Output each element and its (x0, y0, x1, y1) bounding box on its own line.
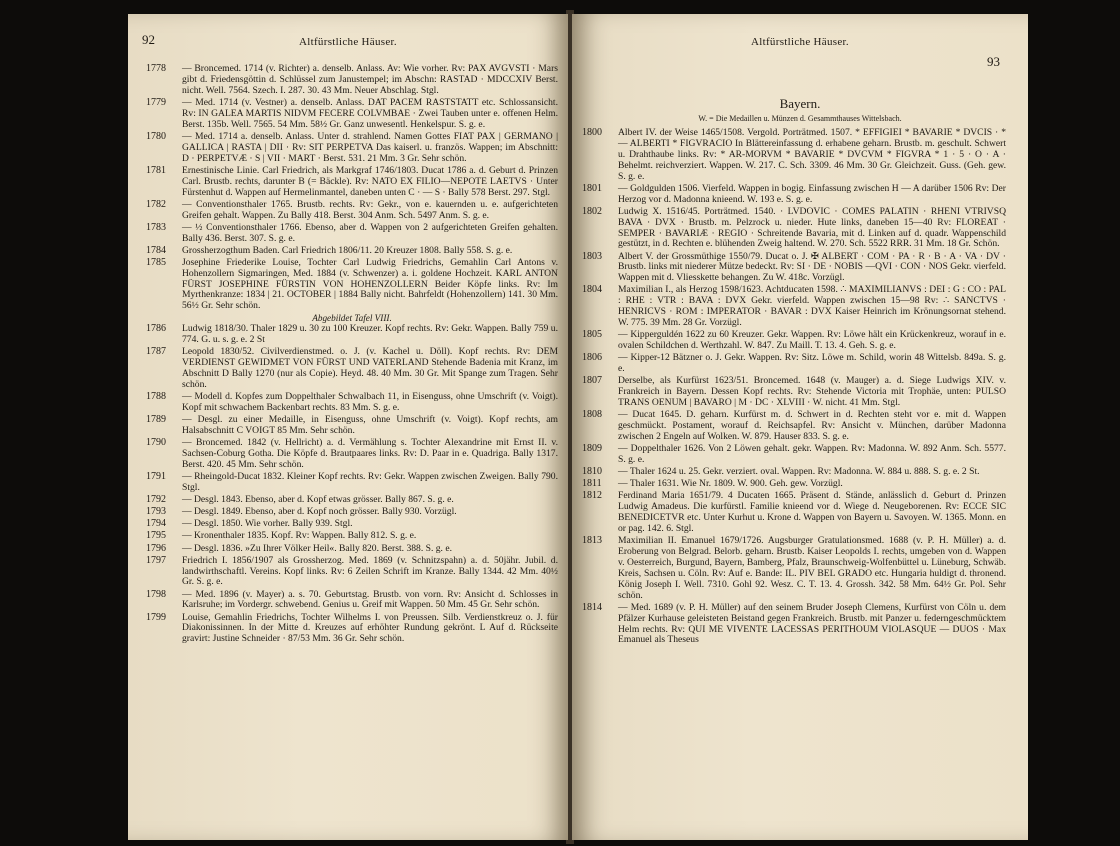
catalog-entry (582, 410, 1006, 443)
catalog-entry (582, 491, 1006, 535)
catalog-entry (146, 556, 558, 589)
catalog-entry (146, 544, 558, 555)
catalog-entry (582, 330, 1006, 352)
entry-text: — Kipper-12 Bätzner o. J. Gekr. Wappen. Rv: Sitz. Löwe m. Schild, worin 48 Wittelsb. 849a. S. g. e. (618, 352, 1006, 375)
entry-number: 1781 (146, 164, 166, 176)
entry-number: 1784 (146, 244, 166, 256)
catalog-entry (582, 479, 1006, 490)
entry-number: 1804 (582, 284, 602, 296)
entry-text: Albert V. der Grossmüthige 1550/79. Ducat o. J. ✠ ALBERT · COM · PA · R · B · A · VA · DV · Brustb. links mit niederer Mütze bedeckt. Rv: SI · DE · NOBIS —QVI · CON · NOS Gekr. vierfeld. Wappen mit d. Vliesskette behangen. Zu W. 418c. Vorzügl. (618, 250, 1006, 284)
entry-number: 1787 (146, 346, 166, 358)
entry-number: 1786 (146, 323, 166, 335)
entry-number: 1792 (146, 494, 166, 506)
entry-number: 1811 (582, 478, 602, 490)
entry-number: 1803 (582, 250, 602, 262)
entry-text: — Desgl. zu einer Medaille, in Eisenguss, ohne Umschrift (v. Voigt). Kopf rechts, am Halsabschnitt C VOIGT 85 Mm. Sehr schön. (182, 414, 558, 437)
entry-number: 1788 (146, 391, 166, 403)
catalog-entry (582, 603, 1006, 647)
catalog-entry (146, 347, 558, 391)
catalog-entry (146, 200, 558, 222)
entry-number: 1799 (146, 611, 166, 623)
entry-number: 1779 (146, 96, 166, 108)
section-title: Bayern. (779, 96, 821, 111)
catalog-entry (146, 132, 558, 165)
catalog-entry (582, 184, 1006, 206)
catalog-entry (146, 613, 558, 646)
entry-number: 1797 (146, 554, 166, 566)
catalog-entry (582, 128, 1006, 183)
entry-number: 1796 (146, 542, 166, 554)
entry-number: 1809 (582, 443, 602, 455)
catalog-entry (146, 64, 558, 97)
entry-text: — Doppelthaler 1626. Von 2 Löwen gehalt. gekr. Wappen. Rv: Madonna. W. 892 Anm. Sch. 5577. S. g. e. (618, 443, 1006, 465)
page-number: 92 (142, 32, 155, 47)
entry-text: Louise, Gemahlin Friedrichs, Tochter Wilhelms I. von Preussen. Silb. Verdienstkreuz o. J. für Diakonissinnen. In der Mitte d. Kreuzes auf erhöhter Rundung gekrönt. L Auf d. Rückseite gravirt: Justine Schneider · 87/53 Mm. 36 Gr. Sehr schön. (182, 611, 558, 645)
entry-text: — Broncemed. 1714 (v. Richter) a. denselb. Anlass. Av: Wie vorher. Rv: PAX AVGVSTI · Mars gibt d. Friedensgöttin d. Schlüssel zum Janustempel; im Abschn: RASTAD · MDCCXIV Berst. nicht. Well. 7564. Szech. I. 287. 30. 43 Mm. Neuer Abschlag. Stgl. (182, 63, 558, 96)
catalog-entry (146, 166, 558, 199)
entry-number: 1791 (146, 471, 166, 483)
page-number: 93 (987, 54, 1000, 69)
entry-number: 1783 (146, 221, 166, 233)
entry-number: 1794 (146, 518, 166, 530)
entry-number: 1813 (582, 535, 602, 547)
entry-text: Josephine Friederike Louise, Tochter Carl Ludwig Friedrichs, Gemahlin Carl Antons v. Hohenzollern Sigmaringen, Med. 1884 (v. Schwenzer) a. i. goldene Hochzeit. KARL ANTON FÜRST JOSEPHINE FÜRSTIN VON HOHENZOLLERN Beider Köpfe links. Rv: Im Myrthenkranze: 1834 | 21. OCTOBER | 1884 Bally nicht. Bahrfeldt (Hohenzollern) 141. 30 Mm. 56½ Gr. Sehr schön. (182, 256, 558, 312)
right-page (572, 14, 1028, 840)
entry-number: 1798 (146, 588, 166, 600)
entry-text: — Kronenthaler 1835. Kopf. Rv: Wappen. Bally 812. S. g. e. (182, 530, 417, 542)
section-subtitle: W. = Die Medaillen u. Münzen d. Gesammthauses Wittelsbach. (698, 114, 902, 123)
entry-number: 1793 (146, 506, 166, 518)
catalog-entry (146, 472, 558, 494)
entry-number: 1782 (146, 198, 166, 210)
catalog-entry (146, 246, 558, 257)
entry-number: 1789 (146, 414, 166, 426)
entry-text: — Desgl. 1849. Ebenso, aber d. Kopf noch grösser. Bally 930. Vorzügl. (182, 506, 457, 518)
entry-text: Maximilian I., als Herzog 1598/1623. Achtducaten 1598. ∴ MAXIMILIANVS : DEI : G : CO : PAL : RHE : VTR : BAVA : DVX Gekr. vierfeld. Wappen zwischen 15—98 Rv: ∴ SANCTVS · HENRICVS · ROM : IMPERATOR · BAVAR : DVX Kaiser Heinrich im Krönungsornat stehend. W. 775. 39 Mm. 28 Gr. Vorzügl. (618, 284, 1006, 329)
entry-number: 1812 (582, 490, 602, 502)
entry-number: 1785 (146, 256, 166, 268)
entry-number: 1805 (582, 329, 602, 341)
catalog-entry (146, 531, 558, 542)
entry-text: — Broncemed. 1842 (v. Hellricht) a. d. Vermählung s. Tochter Alexandrine mit Ernst II. v. Sachsen-Coburg Gotha. Die Köpfe d. Brautpaares links. Rv: D. Paar in e. Quadriga. Bally 1317. Berst. 420. 45 Mm. Sehr schön. (182, 437, 558, 471)
entry-text: Grossherzogthum Baden. Carl Friedrich 1806/11. 20 Kreuzer 1808. Bally 558. S. g. e. (182, 244, 513, 256)
entry-text: — Modell d. Kopfes zum Doppelthaler Schwalbach 11, in Eisenguss, ohne Umschrift (v. Voigt). Kopf mit schwachem Backenbart rechts. 83 Mm. S. g. e. (182, 391, 558, 414)
catalog-entry (146, 507, 558, 518)
entry-text: — Thaler 1624 u. 25. Gekr. verziert. oval. Wappen. Rv: Madonna. W. 884 u. 888. S. g. e. 2 St. (618, 466, 980, 478)
catalog-entry (146, 519, 558, 530)
catalog-entry (582, 285, 1006, 329)
catalog-entry (146, 495, 558, 506)
catalog-entry (582, 252, 1006, 285)
entry-text: Ludwig 1818/30. Thaler 1829 u. 30 zu 100 Kreuzer. Kopf rechts. Rv: Gekr. Wappen. Bally 759 u. 774. G. u. s. g. e. 2 St (182, 323, 558, 346)
entry-text: — Kipperguldén 1622 zu 60 Kreuzer. Gekr. Wappen. Rv: Löwe hält ein Krückenkreuz, worauf in e. ovalen Schildchen d. Werthzahl. W. 847. Zu Maill. T. 13. 4. Geh. S. g. e. (618, 329, 1006, 352)
entry-text: — Desgl. 1836. »Zu Ihrer Völker Heil«. Bally 820. Berst. 388. S. g. e. (182, 542, 453, 554)
entry-text: — Desgl. 1850. Wie vorher. Bally 939. Stgl. (182, 518, 353, 530)
catalog-entry (582, 207, 1006, 251)
entry-text: Leopold 1830/52. Civilverdienstmed. o. J. (v. Kachel u. Döll). Kopf rechts. Rv: DEM VERDIENST GEWIDMET VON FÜRST UND VATERLAND Stehende Badenia mit Kranz, im Abschnitt D Bally 1270 (nur als Copie). Heyd. 48. 40 Mm. 30 Gr. Mit Spange zum Tragen. Sehr schön. (182, 346, 558, 391)
entry-number: 1790 (146, 437, 166, 449)
left-page (128, 14, 568, 840)
entry-number: 1806 (582, 352, 602, 364)
entry-number: 1808 (582, 409, 602, 421)
entry-number: 1814 (582, 601, 602, 613)
catalog-entry (146, 223, 558, 245)
entry-text: Ernestinische Linie. Carl Friedrich, als Markgraf 1746/1803. Ducat 1786 a. d. Geburt d. Prinzen Carl. Brustb. rechts, darunter B (= Bäckle). Rv: NATO EX FILIO—NEPOTE LAETVS · Unter Fürstenhut d. Wappen auf Hermelinmantel, daneben unten C · — S · Bally 578 Berst. 297. Stgl. (182, 164, 558, 198)
entry-text: — Desgl. 1843. Ebenso, aber d. Kopf etwas grösser. Bally 867. S. g. e. (182, 494, 454, 506)
catalog-entry (146, 392, 558, 414)
catalog-entry (582, 536, 1006, 601)
entry-number: 1780 (146, 130, 166, 142)
catalog-entry (146, 415, 558, 437)
catalog-entry (146, 438, 558, 471)
catalog-entry (146, 258, 558, 313)
entry-text: Albert IV. der Weise 1465/1508. Vergold. Porträtmed. 1507. * EFFIGIEI * BAVARIE * DVCIS · * — ALBERTI * FIGVRACIO In Blättereinfassung d. erhabene geharn. Brustb. m. geschult. Schwert u. Drahthaube links. Rv: * AR-MORVM * BAVARIE * DVCVM * FIGVRA * 1 · 5 · O · A · Behelmt. reichverziert. Wappen. W. 217. C. Sch. 3309. 46 Mm. 30 Gr. Gleichzeit. Guss. (Geh. gew. S. g. e. (618, 127, 1006, 182)
entry-text: — Med. 1714 a. denselb. Anlass. Unter d. strahlend. Namen Gottes FIAT PAX | GERMANO | GALLICA | RASTA | DII · Rv: SIT PERPETVA Das kaiserl. u. französ. Wappen; im Abschnitt: D · PERPETVÆ · S | VII · MART · Berst. 531. 21 Mm. 3 Gr. Sehr schön. (182, 130, 558, 164)
entry-number: 1778 (146, 63, 166, 74)
entry-text: — Thaler 1631. Wie Nr. 1809. W. 900. Geh. gew. Vorzügl. (618, 478, 843, 490)
entry-number: 1801 (582, 182, 602, 194)
catalog-entry (582, 353, 1006, 375)
running-head: Altfürstliche Häuser. (751, 36, 849, 48)
catalog-entries (146, 64, 558, 646)
running-head: Altfürstliche Häuser. (299, 36, 397, 48)
catalog-entry (582, 467, 1006, 478)
entry-text: — Med. 1689 (v. P. H. Müller) auf den seinem Bruder Joseph Clemens, Kurfürst von Cöln u. dem Pfälzer Kurhause geleisteten Beistand gegen Frankreich. Brustb. mit Panzer u. federngeschmücktem Helm rechts. Rv: QUI ME VIVENTE LACESSAS PERITHOUM VIOLASQUE — DUOS · Max Emanuel als Theseus (618, 601, 1006, 646)
entry-number: 1807 (582, 375, 602, 387)
entry-text: Ludwig X. 1516/45. Porträtmed. 1540. · LVDOVIC · COMES PALATIN · RHENI VTRIVSQ BAVA · DVX · Brustb. m. Pelzrock u. nieder. Hute links, daneben 15—40 Rv: FLOREAT · SEMPER · BAVARIÆ · REGIO · Schreitende Bavaria, mit d. Linken auf d. quadr. Wappenschild gestützt, in d. Rechten e. blühenden Zweig haltend. W. 270. Sch. 5522 RRR. 31 Mm. 18 Gr. Schön. (618, 205, 1006, 250)
entry-text: Maximilian II. Emanuel 1679/1726. Augsburger Gratulationsmed. 1688 (v. P. H. Müller) a. d. Eroberung von Belgrad. Belorb. geharn. Brustb. Kaiser Leopolds I. rechts, umgeben von d. Wappen v. Oesterreich, Burgund, Bayern, Bamberg, Pfalz, Braunschweig-Wolfenbüttel u. Lüneburg, Schwäb. Kreis, Sachsen u. Cöln. Rv: Auf e. Bande: IL. PIV BEL GRADO etc. Hungaria huldigt d. thronend. König Joseph I. Well. 7310. Gohl 92. Wesz. C. T. 13. 4. Grossh. 342. 58 Mm. 64½ Gr. Pol. Sehr schön. (618, 535, 1006, 601)
entry-text: — Rheingold-Ducat 1832. Kleiner Kopf rechts. Rv: Gekr. Wappen zwischen Zweigen. Bally 790. Stgl. (182, 471, 558, 494)
catalog-entry (582, 376, 1006, 409)
entry-text: Ferdinand Maria 1651/79. 4 Ducaten 1665. Präsent d. Stände, anlässlich d. Geburt d. Prinzen Ludwig Amadeus. Die kurfürstl. Familie knieend vor d. Wiege d. Neugeborenen. Rv: ECCE SIC BENEDICETVR etc. Unter Kurhut u. Krone d. Wappen von Bayern u. Savoyen. W. 1365. Monn. en or pag. 142. 6. Stgl. (618, 490, 1006, 534)
entry-text: Friedrich I. 1856/1907 als Grossherzog. Med. 1869 (v. Schnitzspahn) a. d. 50jähr. Jubil. d. landwirthschaftl. Vereins. Kopf links. Rv: 6 Zeilen Schrift im Kranze. Bally 1344. 42 Mm. 40½ Gr. S. g. e. (182, 554, 558, 588)
catalog-entry (582, 444, 1006, 466)
entry-text: — Med. 1714 (v. Vestner) a. denselb. Anlass. DAT PACEM RASTSTATT etc. Schlossansicht. Rv: IN GALEA MARTIS NIDVM FECERE COLVMBAE · Zwei Tauben unter e. offenen Helm. Berst. 135b. Well. 7565. 54 Mm. 58½ Gr. Ganz unwesentl. Henkelspur. S. g. e. (182, 96, 558, 130)
plate-note: Abgebildet Tafel VIII. (312, 313, 392, 324)
entry-text: — Ducat 1645. D. geharn. Kurfürst m. d. Schwert in d. Rechten steht vor e. mit d. Wappen geschmückt. Postament, worauf d. Reichsapfel. Rv: Ansicht v. München, darüber Madonna zwischen 2 Engeln auf Wolken. W. 879. Hauser 833. S. g. e. (618, 409, 1006, 442)
entry-number: 1810 (582, 466, 602, 478)
entry-text: — Conventionsthaler 1765. Brustb. rechts. Rv: Gekr., von e. kauernden u. e. aufgerichteten Greifen gehalt. Wappen. Zu Bally 418. Berst. 304 Anm. Sch. 5497 Anm. S. g. e. (182, 198, 558, 221)
catalog-entry (146, 98, 558, 131)
entry-text: Derselbe, als Kurfürst 1623/51. Broncemed. 1648 (v. Mauger) a. d. Siege Ludwigs XIV. v. Frankreich in Bayern. Dessen Kopf rechts. Rv: Stehende Victoria mit Trophäe, unten: PULSO TRANS OENUM | BAVARO | M · DC · XLVIII · W. nicht. 41 Mm. Stgl. (618, 375, 1006, 409)
entry-number: 1800 (582, 127, 602, 138)
entry-number: 1795 (146, 530, 166, 542)
catalog-entry (146, 590, 558, 612)
catalog-entries (582, 128, 1006, 648)
entry-text: — ½ Conventionsthaler 1766. Ebenso, aber d. Wappen von 2 aufgerichteten Greifen gehalten. Bally 436. Berst. 307. S. g. e. (182, 221, 558, 244)
entry-text: — Goldgulden 1506. Vierfeld. Wappen in bogig. Einfassung zwischen H — A darüber 1506 Rv: Der Herzog vor d. Madonna knieend. W. 193 e. S. g. e. (618, 182, 1006, 205)
entry-text: — Med. 1896 (v. Mayer) a. s. 70. Geburtstag. Brustb. von vorn. Rv: Ansicht d. Schlosses in Karlsruhe; im Vordergr. schwebend. Genius u. Greif mit Wappen. 50 Mm. 45 Gr. Sehr schön. (182, 588, 558, 611)
catalog-entry (146, 324, 558, 346)
entry-number: 1802 (582, 205, 602, 217)
